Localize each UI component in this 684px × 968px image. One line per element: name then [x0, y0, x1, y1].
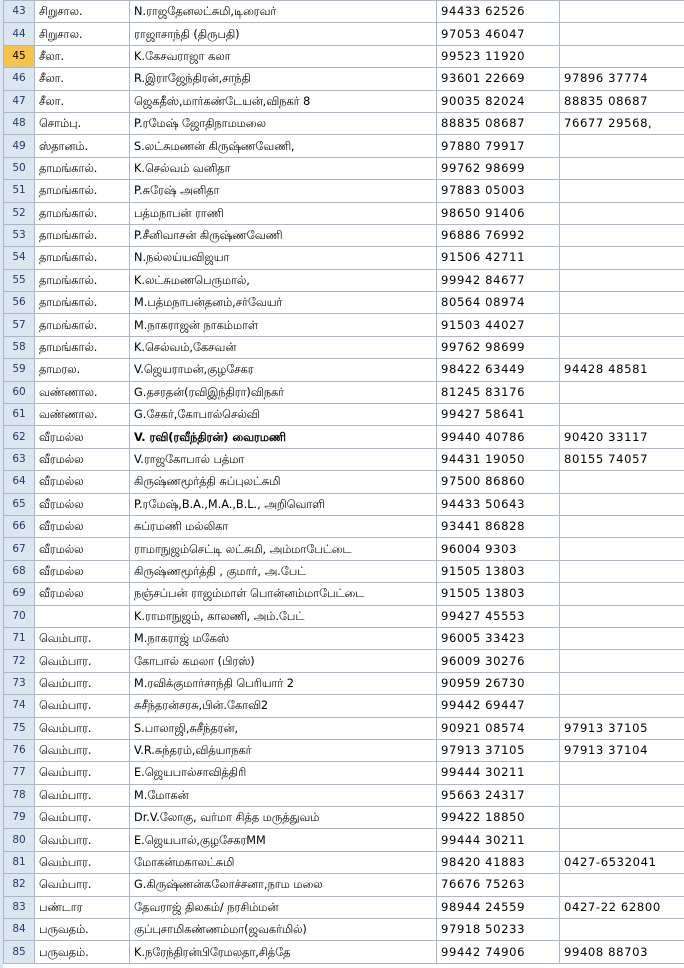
place-cell[interactable]: சொம்பு.	[35, 112, 130, 134]
phone-cell[interactable]: 98650 91406	[437, 202, 560, 224]
name-cell[interactable]: ராஜாசாந்தி (திருபதி)	[130, 23, 437, 45]
table-row[interactable]	[4, 202, 684, 224]
row-header[interactable]: 45	[4, 45, 35, 67]
phone-cell[interactable]: 96009 30276	[437, 650, 560, 672]
place-cell[interactable]: தாமங்கால்.	[35, 202, 130, 224]
phone2-cell[interactable]	[560, 650, 684, 672]
table-row[interactable]	[4, 404, 684, 426]
row-header[interactable]: 44	[4, 23, 35, 45]
phone-cell[interactable]: 97913 37105	[437, 739, 560, 761]
place-cell[interactable]: சிறுசால.	[35, 1, 130, 23]
row-header[interactable]: 80	[4, 829, 35, 851]
phone-cell[interactable]: 90921 08574	[437, 717, 560, 739]
place-cell[interactable]: சீலா.	[35, 45, 130, 67]
row-header[interactable]: 50	[4, 157, 35, 179]
place-cell[interactable]: வண்ணால.	[35, 404, 130, 426]
row-header[interactable]: 66	[4, 515, 35, 537]
phone2-cell[interactable]: 97913 37105	[560, 717, 684, 739]
name-cell[interactable]: ஜெகதீஸ்,மார்கண்டேயன்,விநகர் 8	[130, 90, 437, 112]
name-cell[interactable]: P.ரமேஷ்,B.A.,M.A.,B.L., அறிவொளி	[130, 493, 437, 515]
phone2-cell[interactable]: 97913 37104	[560, 739, 684, 761]
name-cell[interactable]: E.ஜெயபால்சாவித்திரி	[130, 762, 437, 784]
row-header[interactable]: 54	[4, 247, 35, 269]
table-row[interactable]	[4, 90, 684, 112]
phone2-cell[interactable]	[560, 45, 684, 67]
phone2-cell[interactable]: 99408 88703	[560, 941, 684, 963]
table-row[interactable]	[4, 314, 684, 336]
name-cell[interactable]: G.சேகர்,கோபால்செல்வி	[130, 404, 437, 426]
phone-cell[interactable]: 94433 50643	[437, 493, 560, 515]
place-cell[interactable]: சீலா.	[35, 90, 130, 112]
place-cell[interactable]: வீரமல்ல	[35, 515, 130, 537]
name-cell[interactable]: M.நாகராஜ் மகேஸ்	[130, 627, 437, 649]
phone2-cell[interactable]	[560, 560, 684, 582]
table-row[interactable]	[4, 605, 684, 627]
row-header[interactable]: 65	[4, 493, 35, 515]
phone-cell[interactable]: 80564 08974	[437, 292, 560, 314]
table-row[interactable]	[4, 471, 684, 493]
table-row[interactable]	[4, 180, 684, 202]
phone2-cell[interactable]: 80155 74057	[560, 448, 684, 470]
phone2-cell[interactable]	[560, 269, 684, 291]
row-header[interactable]: 85	[4, 941, 35, 963]
phone-cell[interactable]: 91506 42711	[437, 247, 560, 269]
table-row[interactable]	[4, 381, 684, 403]
phone-cell[interactable]: 99523 11920	[437, 45, 560, 67]
place-cell[interactable]: வெம்பார.	[35, 807, 130, 829]
place-cell[interactable]: வீரமல்ல	[35, 448, 130, 470]
place-cell[interactable]	[35, 605, 130, 627]
row-header[interactable]: 77	[4, 762, 35, 784]
place-cell[interactable]: வீரமல்ல	[35, 583, 130, 605]
phone-cell[interactable]: 94431 19050	[437, 448, 560, 470]
row-header[interactable]: 63	[4, 448, 35, 470]
place-cell[interactable]: ஸ்தானம்.	[35, 135, 130, 157]
row-header[interactable]: 60	[4, 381, 35, 403]
place-cell[interactable]: வெம்பார.	[35, 851, 130, 873]
phone2-cell[interactable]: 0427-6532041	[560, 851, 684, 873]
table-row[interactable]	[4, 583, 684, 605]
phone2-cell[interactable]	[560, 784, 684, 806]
name-cell[interactable]: குப்புசாமிகண்ணம்மா(ஜவகர்மில்)	[130, 919, 437, 941]
phone-cell[interactable]: 97918 50233	[437, 919, 560, 941]
phone-cell[interactable]: 90959 26730	[437, 672, 560, 694]
place-cell[interactable]: வெம்பார.	[35, 717, 130, 739]
row-header[interactable]: 51	[4, 180, 35, 202]
table-row[interactable]	[4, 112, 684, 134]
phone-cell[interactable]: 97883 05003	[437, 180, 560, 202]
name-cell[interactable]: V. ரவி(ரவீந்திரன்) வைரமணி	[130, 426, 437, 448]
name-cell[interactable]: V.R.சுந்தரம்,வித்யாநகர்	[130, 739, 437, 761]
table-row[interactable]	[4, 784, 684, 806]
phone2-cell[interactable]	[560, 135, 684, 157]
phone-cell[interactable]: 99444 30211	[437, 829, 560, 851]
phone-cell[interactable]: 99762 98699	[437, 336, 560, 358]
phone-cell[interactable]: 91503 44027	[437, 314, 560, 336]
table-row[interactable]	[4, 493, 684, 515]
phone-cell[interactable]: 96004 9303	[437, 538, 560, 560]
contacts-table	[3, 0, 684, 964]
name-cell[interactable]: சுப்ரமணி மல்லிகா	[130, 515, 437, 537]
name-cell[interactable]: R.இராஜேந்திரன்,சாந்தி	[130, 68, 437, 90]
row-header[interactable]: 73	[4, 672, 35, 694]
table-row[interactable]	[4, 1, 684, 23]
spreadsheet-grid	[3, 0, 684, 968]
phone-cell[interactable]: 99427 58641	[437, 404, 560, 426]
table-row[interactable]	[4, 874, 684, 896]
name-cell[interactable]: தேவராஜ் திலகம்/ நரசிம்மன்	[130, 896, 437, 918]
place-cell[interactable]: வெம்பார.	[35, 784, 130, 806]
table-row[interactable]	[4, 448, 684, 470]
row-header[interactable]: 71	[4, 627, 35, 649]
phone2-cell[interactable]	[560, 336, 684, 358]
phone2-cell[interactable]: 76677 29568,	[560, 112, 684, 134]
phone-cell[interactable]: 99442 74906	[437, 941, 560, 963]
row-header[interactable]: 72	[4, 650, 35, 672]
phone-cell[interactable]: 98420 41883	[437, 851, 560, 873]
place-cell[interactable]: தாமங்கால்.	[35, 247, 130, 269]
phone2-cell[interactable]	[560, 829, 684, 851]
table-row[interactable]	[4, 896, 684, 918]
table-row[interactable]	[4, 851, 684, 873]
place-cell[interactable]: வீரமல்ல	[35, 560, 130, 582]
name-cell[interactable]: S.பாலாஜி,சுசீந்தரன்,	[130, 717, 437, 739]
phone2-cell[interactable]: 0427-22 62800	[560, 896, 684, 918]
phone2-cell[interactable]	[560, 919, 684, 941]
phone-cell[interactable]: 99762 98699	[437, 157, 560, 179]
place-cell[interactable]: தாமங்கால்.	[35, 292, 130, 314]
table-row[interactable]	[4, 292, 684, 314]
phone2-cell[interactable]	[560, 583, 684, 605]
row-header[interactable]: 48	[4, 112, 35, 134]
phone-cell[interactable]: 91505 13803	[437, 560, 560, 582]
place-cell[interactable]: வண்ணால.	[35, 381, 130, 403]
place-cell[interactable]: தாமரல.	[35, 359, 130, 381]
name-cell[interactable]: M.மோகன்	[130, 784, 437, 806]
row-header[interactable]: 81	[4, 851, 35, 873]
name-cell[interactable]: P.சீனிவாசன் கிருஷ்ணவேணி	[130, 224, 437, 246]
phone-cell[interactable]: 99422 18850	[437, 807, 560, 829]
row-header[interactable]: 58	[4, 336, 35, 358]
table-row[interactable]	[4, 68, 684, 90]
row-header[interactable]: 79	[4, 807, 35, 829]
table-row[interactable]	[4, 919, 684, 941]
place-cell[interactable]: வெம்பார.	[35, 829, 130, 851]
name-cell[interactable]: S.லட்சுமணன் கிருஷ்ணவேணி,	[130, 135, 437, 157]
phone2-cell[interactable]: 97896 37774	[560, 68, 684, 90]
phone-cell[interactable]: 95663 24317	[437, 784, 560, 806]
phone-cell[interactable]: 91505 13803	[437, 583, 560, 605]
place-cell[interactable]: சீலா.	[35, 68, 130, 90]
table-row[interactable]	[4, 359, 684, 381]
phone2-cell[interactable]	[560, 404, 684, 426]
phone2-cell[interactable]	[560, 381, 684, 403]
phone2-cell[interactable]	[560, 695, 684, 717]
row-header[interactable]: 67	[4, 538, 35, 560]
place-cell[interactable]: வீரமல்ல	[35, 426, 130, 448]
phone-cell[interactable]: 76676 75263	[437, 874, 560, 896]
phone2-cell[interactable]	[560, 627, 684, 649]
phone-cell[interactable]: 96005 33423	[437, 627, 560, 649]
phone2-cell[interactable]	[560, 247, 684, 269]
row-header[interactable]: 53	[4, 224, 35, 246]
phone2-cell[interactable]	[560, 493, 684, 515]
table-row[interactable]	[4, 538, 684, 560]
place-cell[interactable]: வெம்பார.	[35, 762, 130, 784]
place-cell[interactable]: வெம்பார.	[35, 874, 130, 896]
row-header[interactable]: 83	[4, 896, 35, 918]
row-header[interactable]: 64	[4, 471, 35, 493]
name-cell[interactable]: P.சுரேஷ் அனிதா	[130, 180, 437, 202]
name-cell[interactable]: E.ஜெயபால்,குழசேகரMM	[130, 829, 437, 851]
table-row[interactable]	[4, 717, 684, 739]
table-row[interactable]	[4, 941, 684, 963]
phone-cell[interactable]: 88835 08687	[437, 112, 560, 134]
row-header[interactable]: 59	[4, 359, 35, 381]
phone2-cell[interactable]: 90420 33117	[560, 426, 684, 448]
place-cell[interactable]: வீரமல்ல	[35, 493, 130, 515]
phone2-cell[interactable]	[560, 672, 684, 694]
row-header[interactable]: 49	[4, 135, 35, 157]
place-cell[interactable]: வெம்பார.	[35, 695, 130, 717]
row-header[interactable]: 46	[4, 68, 35, 90]
phone-cell[interactable]: 99442 69447	[437, 695, 560, 717]
row-header[interactable]: 56	[4, 292, 35, 314]
place-cell[interactable]: தாமங்கால்.	[35, 224, 130, 246]
table-row[interactable]	[4, 672, 684, 694]
row-header[interactable]: 52	[4, 202, 35, 224]
phone2-cell[interactable]	[560, 874, 684, 896]
table-row[interactable]	[4, 23, 684, 45]
phone-cell[interactable]: 99942 84677	[437, 269, 560, 291]
name-cell[interactable]: K.ராமாநுஜம், காலணி, அம்.பேட்	[130, 605, 437, 627]
phone2-cell[interactable]	[560, 157, 684, 179]
name-cell[interactable]: மோகன்மகாலட்சுமி	[130, 851, 437, 873]
table-row[interactable]	[4, 135, 684, 157]
place-cell[interactable]: வீரமல்ல	[35, 538, 130, 560]
row-header[interactable]: 57	[4, 314, 35, 336]
name-cell[interactable]: N.ராஜதேனலட்சுமி,டிரைவர்	[130, 1, 437, 23]
place-cell[interactable]: தாமங்கால்.	[35, 180, 130, 202]
phone-cell[interactable]: 99444 30211	[437, 762, 560, 784]
name-cell[interactable]: G.கிருஷ்ணன்கலோச்சனா,நாம மலை	[130, 874, 437, 896]
phone-cell[interactable]: 98944 24559	[437, 896, 560, 918]
place-cell[interactable]: தாமங்கால்.	[35, 336, 130, 358]
place-cell[interactable]: வெம்பார.	[35, 739, 130, 761]
phone-cell[interactable]: 99427 45553	[437, 605, 560, 627]
phone2-cell[interactable]	[560, 605, 684, 627]
table-row[interactable]	[4, 515, 684, 537]
place-cell[interactable]: பண்டார	[35, 896, 130, 918]
name-cell[interactable]: G.தசரதன்(ரவிஇந்திரா)விநகர்	[130, 381, 437, 403]
table-row[interactable]	[4, 247, 684, 269]
name-cell[interactable]: சுசீந்தரன்சரசு,பின்.கோவி2	[130, 695, 437, 717]
table-row[interactable]	[4, 224, 684, 246]
name-cell[interactable]: K.கேசவராஜா கலா	[130, 45, 437, 67]
place-cell[interactable]: வெம்பார.	[35, 672, 130, 694]
table-row[interactable]	[4, 829, 684, 851]
place-cell[interactable]: பருவதம்.	[35, 941, 130, 963]
phone2-cell[interactable]	[560, 807, 684, 829]
phone-cell[interactable]: 99440 40786	[437, 426, 560, 448]
row-header[interactable]: 55	[4, 269, 35, 291]
row-header[interactable]: 78	[4, 784, 35, 806]
table-row[interactable]	[4, 650, 684, 672]
name-cell[interactable]: K.செல்வம் வனிதா	[130, 157, 437, 179]
name-cell[interactable]: ராமாநுஜம்செட்டி லட்சுமி, அம்மாபேட்டை	[130, 538, 437, 560]
place-cell[interactable]: வீரமல்ல	[35, 471, 130, 493]
phone2-cell[interactable]	[560, 762, 684, 784]
phone-cell[interactable]: 97880 79917	[437, 135, 560, 157]
phone2-cell[interactable]: 94428 48581	[560, 359, 684, 381]
row-header[interactable]: 69	[4, 583, 35, 605]
phone2-cell[interactable]	[560, 1, 684, 23]
row-header[interactable]: 82	[4, 874, 35, 896]
phone-cell[interactable]: 96886 76992	[437, 224, 560, 246]
row-header[interactable]: 74	[4, 695, 35, 717]
name-cell[interactable]: M.ரவிக்குமார்சாந்தி பெரியார் 2	[130, 672, 437, 694]
table-row[interactable]	[4, 762, 684, 784]
table-row[interactable]	[4, 739, 684, 761]
name-cell[interactable]: P.ரமேஷ் ஜோதிநாமமலை	[130, 112, 437, 134]
row-header[interactable]: 43	[4, 1, 35, 23]
name-cell[interactable]: கோபால் கமலா (பிரஸ்)	[130, 650, 437, 672]
phone2-cell[interactable]: 88835 08687	[560, 90, 684, 112]
place-cell[interactable]: தாமங்கால்.	[35, 314, 130, 336]
phone2-cell[interactable]	[560, 515, 684, 537]
row-header[interactable]: 61	[4, 404, 35, 426]
place-cell[interactable]: வெம்பார.	[35, 650, 130, 672]
name-cell[interactable]: K.லட்சுமணபெருமால்,	[130, 269, 437, 291]
name-cell[interactable]: M.நாகராஜன் நாகம்மாள்	[130, 314, 437, 336]
name-cell[interactable]: N.நல்லய்யவிஜயா	[130, 247, 437, 269]
name-cell[interactable]: V.ராஜகோபால் பத்மா	[130, 448, 437, 470]
table-row[interactable]	[4, 695, 684, 717]
place-cell[interactable]: வெம்பார.	[35, 627, 130, 649]
name-cell[interactable]: V.ஜெயராமன்,குழசேகர	[130, 359, 437, 381]
name-cell[interactable]: பத்மநாபன் ராணி	[130, 202, 437, 224]
name-cell[interactable]: K.செல்வம்,கேசவன்	[130, 336, 437, 358]
name-cell[interactable]: Dr.V.லோகு, வர்மா சித்த மருத்துவம்	[130, 807, 437, 829]
table-row[interactable]	[4, 157, 684, 179]
table-row[interactable]	[4, 336, 684, 358]
phone2-cell[interactable]	[560, 314, 684, 336]
name-cell[interactable]: கிருஷ்ணமூர்த்தி சுப்புலட்சுமி	[130, 471, 437, 493]
phone-cell[interactable]: 93441 86828	[437, 515, 560, 537]
table-row[interactable]	[4, 807, 684, 829]
row-header[interactable]: 62	[4, 426, 35, 448]
phone2-cell[interactable]	[560, 180, 684, 202]
name-cell[interactable]: K.நரேந்திரன்பிரேமலதா,சித்தே	[130, 941, 437, 963]
phone2-cell[interactable]	[560, 292, 684, 314]
row-header[interactable]: 75	[4, 717, 35, 739]
table-row[interactable]	[4, 45, 684, 67]
phone2-cell[interactable]	[560, 471, 684, 493]
row-header[interactable]: 84	[4, 919, 35, 941]
phone2-cell[interactable]	[560, 224, 684, 246]
row-header[interactable]: 47	[4, 90, 35, 112]
phone-cell[interactable]: 97500 86860	[437, 471, 560, 493]
table-body	[4, 1, 684, 964]
phone-cell[interactable]: 93601 22669	[437, 68, 560, 90]
table-row[interactable]	[4, 269, 684, 291]
table-row[interactable]	[4, 560, 684, 582]
row-header[interactable]: 70	[4, 605, 35, 627]
phone2-cell[interactable]	[560, 202, 684, 224]
row-header[interactable]: 68	[4, 560, 35, 582]
phone2-cell[interactable]	[560, 538, 684, 560]
phone-cell[interactable]: 94433 62526	[437, 1, 560, 23]
row-header[interactable]: 76	[4, 739, 35, 761]
phone-cell[interactable]: 97053 46047	[437, 23, 560, 45]
table-row[interactable]	[4, 627, 684, 649]
place-cell[interactable]: சிறுசால.	[35, 23, 130, 45]
name-cell[interactable]: நஞ்சப்பன் ராஜம்மாள் பொன்னம்மாபேட்டை	[130, 583, 437, 605]
name-cell[interactable]: M.பத்மநாபன்தனம்,சர்வேயர்	[130, 292, 437, 314]
phone-cell[interactable]: 98422 63449	[437, 359, 560, 381]
place-cell[interactable]: தாமங்கால்.	[35, 269, 130, 291]
place-cell[interactable]: பருவதம்.	[35, 919, 130, 941]
phone-cell[interactable]: 81245 83176	[437, 381, 560, 403]
place-cell[interactable]: தாமங்கால்.	[35, 157, 130, 179]
table-row[interactable]	[4, 426, 684, 448]
phone-cell[interactable]: 90035 82024	[437, 90, 560, 112]
name-cell[interactable]: கிருஷ்ணமூர்த்தி , குமார், அ.பேட்	[130, 560, 437, 582]
phone2-cell[interactable]	[560, 23, 684, 45]
